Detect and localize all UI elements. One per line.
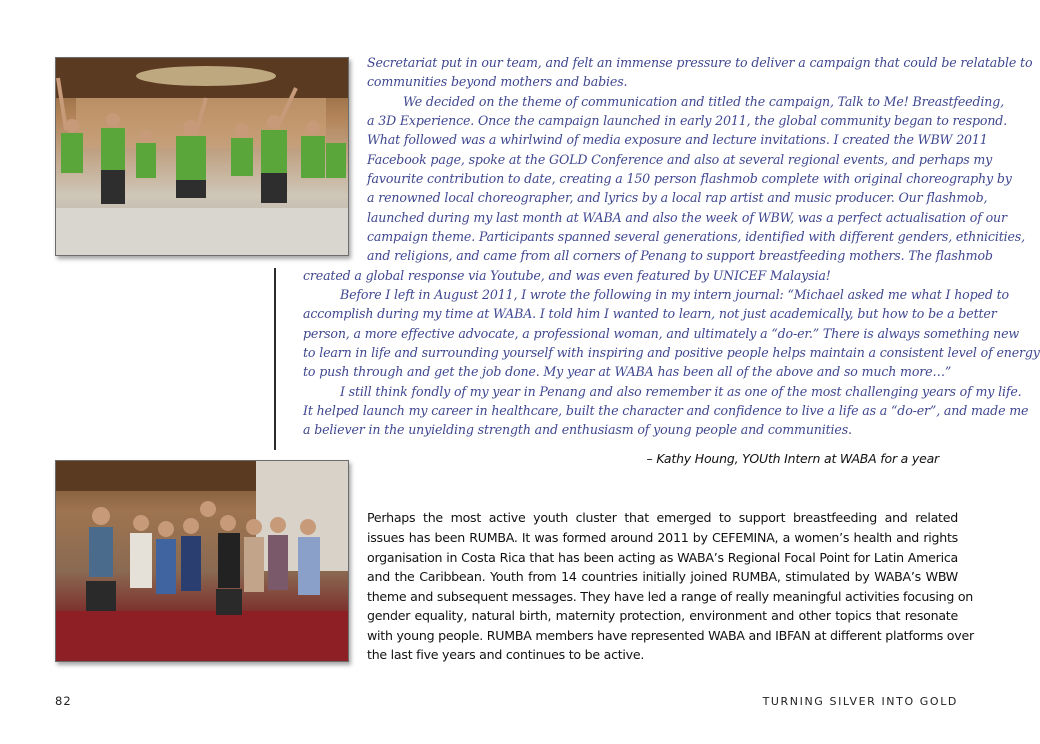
quote-line: launched during my last month at WABA and also the week of WBW, was a perfect actualisation of our: [367, 210, 1007, 225]
quote-line: accomplish during my time at WABA. I told him I wanted to learn, not just academically, but how to be a better: [303, 306, 997, 321]
quote-line: created a global response via Youtube, and was even featured by UNICEF Malaysia!: [303, 268, 831, 283]
quote-line: communities beyond mothers and babies.: [367, 74, 628, 89]
body-line: gender equality, natural birth, maternity protection, environment and other topics that resonate: [367, 608, 958, 623]
body-line: and the Caribbean. Youth from 14 countries initially joined RUMBA, stimulated by WABA’s WBW: [367, 569, 958, 584]
body-line: issues has been RUMBA. It was formed around 2011 by CEFEMINA, a women’s health and rights: [367, 530, 958, 545]
body-line: the last five years and continues to be active.: [367, 647, 645, 662]
rumba-group-photo: [55, 460, 349, 662]
quote-line: a 3D Experience. Once the campaign launched in early 2011, the global community began to respond.: [367, 113, 1008, 128]
quote-line: campaign theme. Participants spanned several generations, identified with different genders, ethnicities,: [367, 229, 1025, 244]
quote-line: It helped launch my career in healthcare, built the character and confidence to live a life as a “do-er”, and made me: [303, 403, 1029, 418]
body-line: Perhaps the most active youth cluster that emerged to support breastfeeding and related: [367, 510, 958, 525]
flashmob-photo: [55, 57, 349, 256]
body-line: organisation in Costa Rica that has been acting as WABA’s Regional Focal Point for Latin America: [367, 550, 958, 565]
page-number: 82: [55, 694, 72, 708]
flashmob-illustration: [56, 58, 348, 255]
quote-line: to learn in life and surrounding yourself with inspiring and positive people helps maintain a consistent level of energy: [303, 345, 1040, 360]
quote-line: I still think fondly of my year in Penang and also remember it as one of the most challenging years of my life.: [340, 384, 1022, 399]
quote-attribution: – Kathy Houng, YOUth Intern at WABA for a year: [646, 451, 939, 466]
quote-line: We decided on the theme of communication and titled the campaign, Talk to Me! Breastfeeding,: [403, 94, 1004, 109]
quote-divider: [274, 268, 276, 450]
quote-line: Secretariat put in our team, and felt an immense pressure to deliver a campaign that could be relatable to: [367, 55, 1033, 70]
body-line: with young people. RUMBA members have represented WABA and IBFAN at different platforms over: [367, 628, 974, 643]
quote-line: and religions, and came from all corners of Penang to support breastfeeding mothers. The flashmob: [367, 248, 993, 263]
quote-line: person, a more effective advocate, a professional woman, and ultimately a “do-er.” There is always something new: [303, 326, 1020, 341]
group-photo-illustration: [56, 461, 348, 661]
quote-line: Before I left in August 2011, I wrote the following in my intern journal: “Michael asked me what I hoped to: [340, 287, 1009, 302]
quote-line: a renowned local choreographer, and lyrics by a local rap artist and music producer. Our flashmob,: [367, 190, 988, 205]
running-footer-title: TURNING SILVER INTO GOLD: [762, 695, 958, 708]
quote-line: favourite contribution to date, creating a 150 person flashmob complete with original choreography by: [367, 171, 1012, 186]
quote-line: What followed was a whirlwind of media exposure and lecture invitations. I created the WBW 2011: [367, 132, 988, 147]
quote-line: a believer in the unyielding strength and enthusiasm of young people and communities.: [303, 422, 852, 437]
quote-line: to push through and get the job done. My year at WABA has been all of the above and so much more…”: [303, 364, 952, 379]
body-line: theme and subsequent messages. They have led a range of really meaningful activities focusing on: [367, 589, 974, 604]
quote-line: Facebook page, spoke at the GOLD Conference and also at several regional events, and perhaps my: [367, 152, 993, 167]
